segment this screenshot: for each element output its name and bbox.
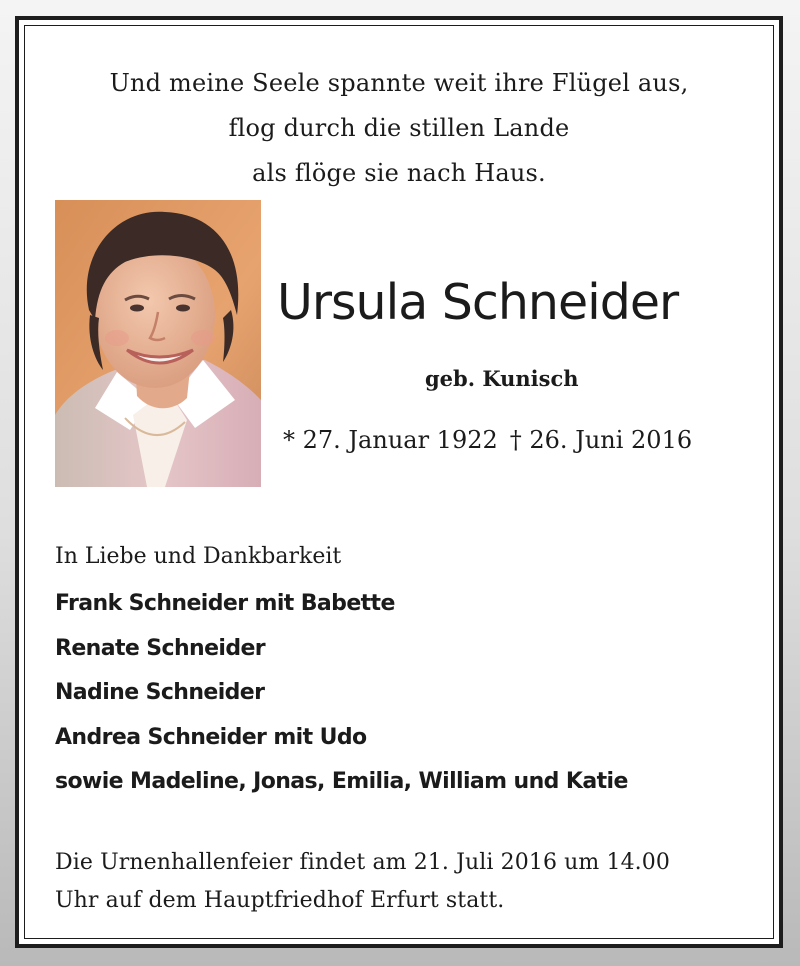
ceremony-line-2: Uhr auf dem Hauptfriedhof Erfurt statt. <box>55 888 505 913</box>
mourner-name: sowie Madeline, Jonas, Emilia, William und Katie <box>55 769 628 794</box>
portrait-photo <box>55 200 261 487</box>
memorial-poem <box>25 61 773 196</box>
mourner-name: Andrea Schneider mit Udo <box>55 724 367 750</box>
ceremony-line-1: Die Urnenhallenfeier findet am 21. Juli 2016 um 14.00 <box>55 850 670 875</box>
poem-line-1: Und meine Seele spannte weit ihre Flügel aus, <box>109 69 689 97</box>
poem-line-3: als flöge sie nach Haus. <box>252 159 546 187</box>
mourner-name: Frank Schneider mit Babette <box>55 591 395 616</box>
notice-inner-border <box>24 25 774 939</box>
obituary-notice <box>15 16 783 948</box>
life-dates <box>283 426 692 454</box>
poem-line-2: flog durch die stillen Lande <box>228 114 570 142</box>
mourners-intro: In Liebe und Dankbarkeit <box>55 544 342 569</box>
death-date: † 26. Juni 2016 <box>509 426 693 454</box>
ceremony-notice <box>55 844 670 920</box>
birth-date: * 27. Januar 1922 <box>283 426 498 454</box>
mourner-name: Renate Schneider <box>55 635 266 661</box>
deceased-name: Ursula Schneider <box>277 274 679 331</box>
birth-name: geb. Kunisch <box>425 366 579 391</box>
mourner-name: Nadine Schneider <box>55 680 265 705</box>
mourners-block <box>55 540 628 805</box>
